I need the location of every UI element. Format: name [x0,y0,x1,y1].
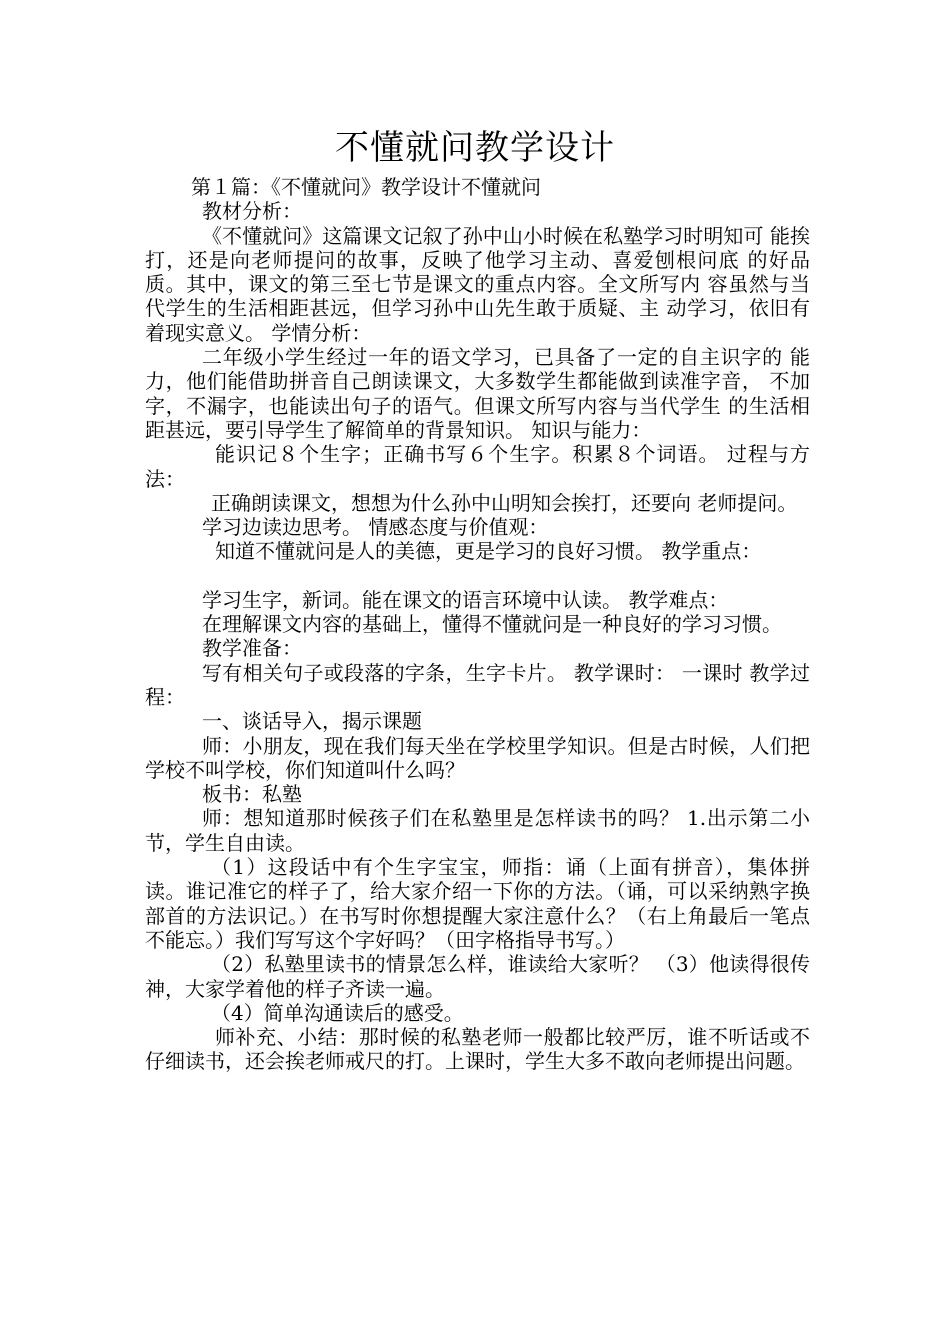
paragraph: 能识记８个生字；正确书写６个生字。积累８个词语。 过程与方法： [145,442,810,491]
paragraph: 知道不懂就问是人的美德，更是学习的良好习惯。 教学重点： [215,539,762,564]
paragraph: 学习边读边思考。 情感态度与价值观： [202,515,549,540]
paragraph: 在理解课文内容的基础上，懂得不懂就问是一种良好的学习习惯。 [202,612,782,637]
paragraph: （2）私塾里读书的情景怎么样，谁读给大家听？ （3）他读得很传神，大家学着他的样子齐读一遍。 [145,952,810,1001]
paragraph: （4）简单沟通读后的感受。 [211,1000,464,1025]
paragraph: 学习生字，新词。能在课文的语言环境中认读。 教学难点： [202,587,729,612]
paragraph: 第１篇：《不懂就问》教学设计不懂就问 [191,175,541,199]
blank-line [145,564,810,588]
document-title: 不懂就问教学设计 [335,128,615,168]
paragraph: 师补充、小结：那时候的私塾老师一般都比较严厉，谁不听话或不仔细读书，还会挨老师戒尺的打。上课时，学生大多不敢向老师提出问题。 [145,1025,810,1074]
paragraph: 正确朗读课文，想想为什么孙中山明知会挨打，还要向 老师提问。 [211,490,798,515]
paragraph: 师：想知道那时候孩子们在私塾里是怎样读书的吗？ 1.出示第二小节，学生自由读。 [145,806,810,855]
paragraph: 一、谈话导入，揭示课题 [202,709,422,734]
paragraph: 师：小朋友，现在我们每天坐在学校里学知识。但是古时候，人们把学校不叫学校，你们知道叫什么吗？ [145,733,810,782]
paragraph: 教学准备： [202,636,302,661]
document-body [145,175,810,1074]
paragraph: 板书：私塾 [202,782,302,807]
paragraph: 写有相关句子或段落的字条，生字卡片。 教学课时： 一课时 教学过程： [145,660,810,709]
paragraph: 二年级小学生经过一年的语文学习，已具备了一定的自主识字的 能力，他们能借助拼音自己朗读课文，大多数学生都能做到读准字音， 不加字，不漏字，也能读出句子的语气。但课文所写内容与当代学生 的生活相距甚远，要引导学生了解简单的背景知识。 知识与能力： [145,345,810,442]
paragraph: 《不懂就问》这篇课文记叙了孙中山小时候在私塾学习时明知可 能挨打，还是向老师提问的故事，反映了他学习主动、喜爱刨根问底 的好品质。其中，课文的第三至七节是课文的重点内容。全文所写内 容虽然与当代学生的生活相距甚远，但学习孙中山先生敢于质疑、主 动学习，依旧有着现实意义。 学情分析： [145,223,810,345]
paragraph: 教材分析： [202,199,302,224]
paragraph: （1）这段话中有个生字宝宝，师指：诵（上面有拼音），集体拼读。谁记准它的样子了，给大家介绍一下你的方法。（诵，可以采纳熟字换部首的方法识记。）在书写时你想提醒大家注意什么？（右上角最后一笔点不能忘。）我们写写这个字好吗？（田字格指导书写。） [145,855,810,952]
